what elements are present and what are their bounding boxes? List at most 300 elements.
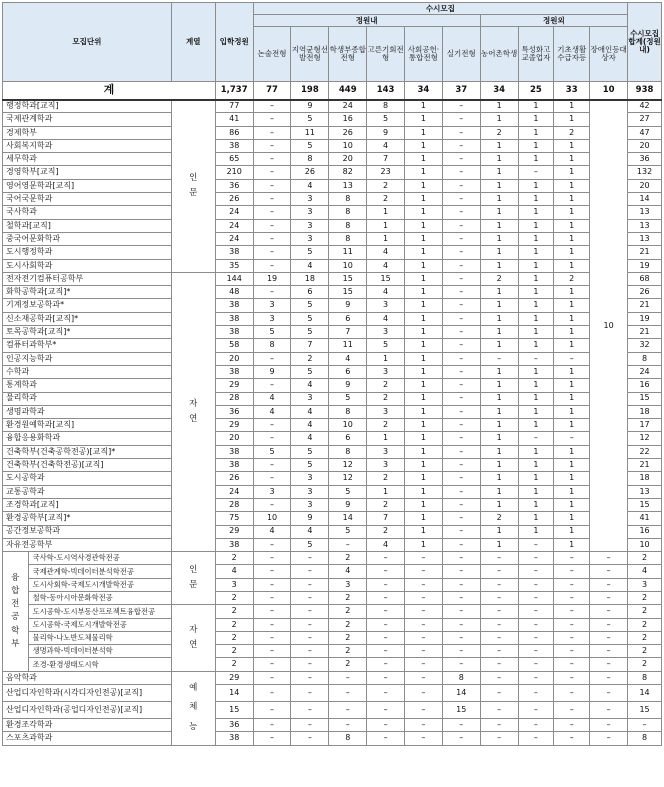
header-quota: 입학정원 [215,3,253,82]
value-cell: – [253,645,291,658]
sub-unit-name: 국제관계학-빅데이터분석학전공 [28,565,171,578]
value-cell: – [554,658,590,671]
value-cell: 13 [628,485,662,498]
value-cell: – [442,525,480,538]
value-cell: 26 [215,472,253,485]
value-cell: 1 [405,538,443,551]
value-cell: 2 [367,193,405,206]
value-cell: 7 [367,153,405,166]
table-row [3,565,662,578]
value-cell: 36 [215,719,253,732]
header-unit: 모집단위 [3,3,172,82]
total-cell: 34 [405,82,443,100]
value-cell: 5 [291,445,329,458]
value-cell: 4 [215,565,253,578]
sub-unit-name: 도시공학-도시부동산프로젝트융합전공 [28,605,171,618]
value-cell: 1 [554,100,590,113]
value-cell: – [518,552,554,565]
value-cell: 1 [554,498,590,511]
value-cell: – [480,352,518,365]
value-cell: – [367,719,405,732]
value-cell: – [554,645,590,658]
header-col-in: 지역균형선발전형 [291,27,329,82]
value-cell: 3 [367,459,405,472]
unit-name: 화학공학과[교직]* [3,286,172,299]
value-cell: 15 [367,272,405,285]
value-cell: – [442,379,480,392]
value-cell: 4 [291,379,329,392]
value-cell: 22 [628,445,662,458]
value-cell: 42 [628,100,662,113]
table-body [3,82,662,746]
value-cell: 20 [628,179,662,192]
table-row [3,485,662,498]
field-label [3,552,29,672]
value-cell: 5 [367,113,405,126]
value-cell: 2 [329,605,367,618]
value-cell: – [442,352,480,365]
value-cell: 1 [367,232,405,245]
value-cell: 16 [628,379,662,392]
table-row [3,459,662,472]
value-cell: – [405,719,443,732]
value-cell: 1 [554,206,590,219]
value-cell: – [554,631,590,644]
value-cell: 1 [405,512,443,525]
unit-name: 인공지능학과 [3,352,172,365]
value-cell: 1 [405,339,443,352]
value-cell: – [442,605,480,618]
value-cell: 8 [329,405,367,418]
value-cell: 3 [291,219,329,232]
value-cell: 5 [367,339,405,352]
value-cell: 8 [628,732,662,745]
value-cell: – [253,685,291,702]
value-cell: 12 [628,432,662,445]
value-cell: – [442,485,480,498]
value-cell: 2 [291,352,329,365]
value-cell: – [405,702,443,719]
value-cell: – [442,365,480,378]
value-cell: – [518,631,554,644]
value-cell: – [442,618,480,631]
value-cell: 1 [480,472,518,485]
unit-name: 조경학과[교직] [3,498,172,511]
value-cell: – [291,645,329,658]
table-row [3,126,662,139]
value-cell: 1 [518,219,554,232]
value-cell: 1 [518,286,554,299]
unit-name: 국제관계학과 [3,113,172,126]
unit-name: 경제학부 [3,126,172,139]
value-cell: 1 [480,432,518,445]
value-cell: 35 [215,259,253,272]
value-cell: 2 [367,419,405,432]
value-cell: – [253,631,291,644]
value-cell: – [554,732,590,745]
value-cell: – [253,179,291,192]
value-cell: 8 [367,100,405,113]
value-cell: – [442,246,480,259]
value-cell: 15 [628,498,662,511]
value-cell: – [253,219,291,232]
value-cell: – [367,578,405,591]
value-cell: 1 [518,498,554,511]
field-label-text: 인 문 [189,172,198,199]
value-cell: 1 [518,326,554,339]
value-cell: 2 [329,618,367,631]
unit-name: 환경공학부[교직]* [3,512,172,525]
unit-name: 산업디자인학과(시각디자인전공)[교직] [3,685,172,702]
value-cell: 2 [628,645,662,658]
value-cell: – [367,658,405,671]
value-cell: 2 [480,272,518,285]
value-cell: – [518,565,554,578]
total-cell: 143 [367,82,405,100]
value-cell: 12 [329,459,367,472]
value-cell: 2 [367,498,405,511]
value-cell: 13 [628,219,662,232]
value-cell: – [518,702,554,719]
value-cell: – [253,193,291,206]
value-cell: 3 [291,206,329,219]
table-row [3,618,662,631]
unit-name: 통계학과 [3,379,172,392]
value-cell: 36 [628,153,662,166]
value-cell: 2 [215,618,253,631]
value-cell: 77 [215,100,253,113]
value-cell: 20 [215,432,253,445]
value-cell: 24 [628,365,662,378]
value-cell: – [442,179,480,192]
value-cell: 1 [405,113,443,126]
value-cell: 1 [554,525,590,538]
header-total: 수시모집합계(정원내) [628,3,662,82]
header-susi: 수시모집 [253,3,627,15]
value-cell: 1 [367,485,405,498]
value-cell: 5 [253,326,291,339]
value-cell: 1 [480,299,518,312]
value-cell: 3 [367,445,405,458]
value-cell: 4 [367,246,405,259]
value-cell: – [253,658,291,671]
value-cell: 14 [329,512,367,525]
value-cell: 1 [554,538,590,551]
value-cell: – [518,605,554,618]
table-row [3,631,662,644]
unit-name: 기계정보공학과* [3,299,172,312]
value-cell: 2 [367,392,405,405]
value-cell: 2 [215,552,253,565]
value-cell: 1 [480,405,518,418]
value-cell: 2 [329,645,367,658]
value-cell: 1 [480,166,518,179]
value-cell: 1 [554,419,590,432]
value-cell: – [554,719,590,732]
value-cell: 28 [215,498,253,511]
value-cell: 1 [518,232,554,245]
value-cell: 1 [518,472,554,485]
table-row [3,179,662,192]
value-cell: 4 [367,139,405,152]
unit-name: 융합응용화학과 [3,432,172,445]
value-cell: 7 [367,512,405,525]
value-cell: 26 [329,126,367,139]
value-cell: 4 [253,392,291,405]
table-row [3,139,662,152]
value-cell: – [253,552,291,565]
value-cell: 24 [329,100,367,113]
table-row [3,352,662,365]
value-cell: 2 [329,631,367,644]
value-cell: – [442,538,480,551]
value-cell: 5 [291,538,329,551]
value-cell: 1 [405,299,443,312]
value-cell: 15 [329,272,367,285]
value-cell: 10 [253,512,291,525]
total-cell: 198 [291,82,329,100]
value-cell: – [253,719,291,732]
value-cell: 4 [329,352,367,365]
total-label: 계 [3,82,216,100]
table-row [3,100,662,113]
value-cell: – [590,685,628,702]
value-cell: 3 [253,485,291,498]
value-cell: 11 [291,126,329,139]
unit-name: 산업디자인학과(공업디자인전공)[교직] [3,702,172,719]
header-in-quota: 정원내 [253,15,480,27]
value-cell: 36 [215,405,253,418]
value-cell: – [518,166,554,179]
value-cell: 1 [518,312,554,325]
value-cell: 3 [291,193,329,206]
value-cell: – [590,658,628,671]
value-cell: 8 [628,352,662,365]
value-cell: – [480,658,518,671]
value-cell: 15 [442,702,480,719]
value-cell: 1 [405,193,443,206]
value-cell: – [518,732,554,745]
value-cell: 8 [291,153,329,166]
value-cell: 15 [628,392,662,405]
value-cell: – [291,685,329,702]
value-cell: 7 [291,339,329,352]
value-cell: 1 [480,538,518,551]
value-cell: 1 [518,179,554,192]
value-cell: 1 [367,206,405,219]
value-cell: 5 [291,139,329,152]
value-cell: 1 [554,193,590,206]
value-cell: – [253,232,291,245]
unit-name: 신소재공학과[교직]* [3,312,172,325]
value-cell: – [253,352,291,365]
header-col-in: 사회공헌·통합전형 [405,27,443,82]
value-cell: 1 [405,286,443,299]
unit-name: 생명과학과 [3,405,172,418]
value-cell: 2 [215,631,253,644]
table-row [3,538,662,551]
value-cell: 38 [215,445,253,458]
value-cell: – [480,719,518,732]
value-cell: 1 [554,286,590,299]
value-cell: 1 [405,153,443,166]
value-cell: 4 [367,538,405,551]
value-cell: 3 [291,498,329,511]
unit-name: 물리학과 [3,392,172,405]
value-cell: 1 [405,126,443,139]
value-cell: 2 [367,379,405,392]
value-cell: 1 [518,259,554,272]
value-cell: – [367,552,405,565]
table-row [3,512,662,525]
unit-name: 환경조각학과 [3,719,172,732]
value-cell: – [480,565,518,578]
value-cell: – [442,339,480,352]
value-cell: – [590,591,628,604]
value-cell: – [480,618,518,631]
value-cell: 2 [480,126,518,139]
value-cell: 48 [215,286,253,299]
value-cell: – [329,671,367,684]
value-cell: 68 [628,272,662,285]
value-cell: 2 [480,512,518,525]
unit-name: 세무학과 [3,153,172,166]
value-cell: – [480,645,518,658]
value-cell: 5 [291,113,329,126]
value-cell: – [405,578,443,591]
value-cell: 24 [215,485,253,498]
value-cell: – [442,100,480,113]
value-cell: 1 [554,365,590,378]
value-cell: 8 [329,445,367,458]
value-cell: 9 [329,299,367,312]
total-cell: 25 [518,82,554,100]
value-cell: – [405,631,443,644]
value-cell: 13 [628,232,662,245]
total-cell: 33 [554,82,590,100]
value-cell: 4 [291,405,329,418]
value-cell: 3 [367,326,405,339]
value-cell: – [253,206,291,219]
value-cell: – [367,565,405,578]
value-cell: 1 [405,485,443,498]
value-cell: 24 [215,206,253,219]
value-cell: 32 [628,339,662,352]
table-row [3,732,662,745]
value-cell: 1 [480,485,518,498]
value-cell: 29 [215,379,253,392]
value-cell: 18 [628,405,662,418]
value-cell: – [590,565,628,578]
value-cell: 24 [215,219,253,232]
value-cell: 14 [442,685,480,702]
value-cell: 1 [405,312,443,325]
value-cell: 1 [554,179,590,192]
value-cell: 5 [329,525,367,538]
table-row [3,472,662,485]
header-col-in: 학생부종합전형 [329,27,367,82]
value-cell: 16 [628,525,662,538]
value-cell: – [554,618,590,631]
value-cell: – [405,591,443,604]
unit-name: 국어국문학과 [3,193,172,206]
value-cell: 1 [518,379,554,392]
unit-name: 전자전기컴퓨터공학부 [3,272,172,285]
value-cell: 1 [480,525,518,538]
value-cell: 1 [554,312,590,325]
value-cell: 1 [480,179,518,192]
table-row [3,719,662,732]
value-cell: 2 [215,605,253,618]
value-cell: 1 [518,100,554,113]
field-label-text: 인 문 [189,564,198,591]
value-cell: 1 [405,459,443,472]
value-cell: 1 [518,365,554,378]
header-col-in: 실기전형 [442,27,480,82]
value-cell: 1 [554,232,590,245]
value-cell: 15 [215,702,253,719]
value-cell: 65 [215,153,253,166]
value-cell: – [253,286,291,299]
value-cell: 1 [554,485,590,498]
value-cell: – [518,685,554,702]
value-cell: – [253,732,291,745]
value-cell: 1 [554,166,590,179]
table-header [3,3,662,82]
value-cell: – [442,232,480,245]
value-cell: 5 [291,299,329,312]
value-cell: 1 [518,193,554,206]
header-field: 계열 [171,3,215,82]
value-cell: 2 [628,591,662,604]
value-cell: 1 [518,272,554,285]
value-cell: – [253,472,291,485]
table-row [3,432,662,445]
value-cell: 1 [480,232,518,245]
value-cell: 1 [405,100,443,113]
value-cell: – [367,645,405,658]
value-cell: – [291,618,329,631]
value-cell: 29 [215,671,253,684]
table-row [3,232,662,245]
value-cell: – [442,645,480,658]
value-cell: – [442,272,480,285]
value-cell: – [442,259,480,272]
value-cell: – [480,578,518,591]
value-cell: – [291,565,329,578]
value-cell: – [518,352,554,365]
value-cell: – [405,658,443,671]
value-cell: – [628,719,662,732]
header-col-out: 특성화고교졸업자 [518,27,554,82]
value-cell: 1 [480,246,518,259]
table-row [3,671,662,684]
value-cell: – [442,472,480,485]
value-cell: 17 [628,419,662,432]
value-cell: 15 [329,286,367,299]
table-row [3,259,662,272]
value-cell: 1 [480,100,518,113]
value-cell: – [518,432,554,445]
value-cell: 3 [628,578,662,591]
value-cell: 38 [215,732,253,745]
field-label-text: 자 연 [189,398,198,424]
value-cell: 1 [405,432,443,445]
value-cell: 38 [215,538,253,551]
value-cell: – [291,671,329,684]
value-cell: 4 [253,405,291,418]
value-cell: 29 [215,419,253,432]
